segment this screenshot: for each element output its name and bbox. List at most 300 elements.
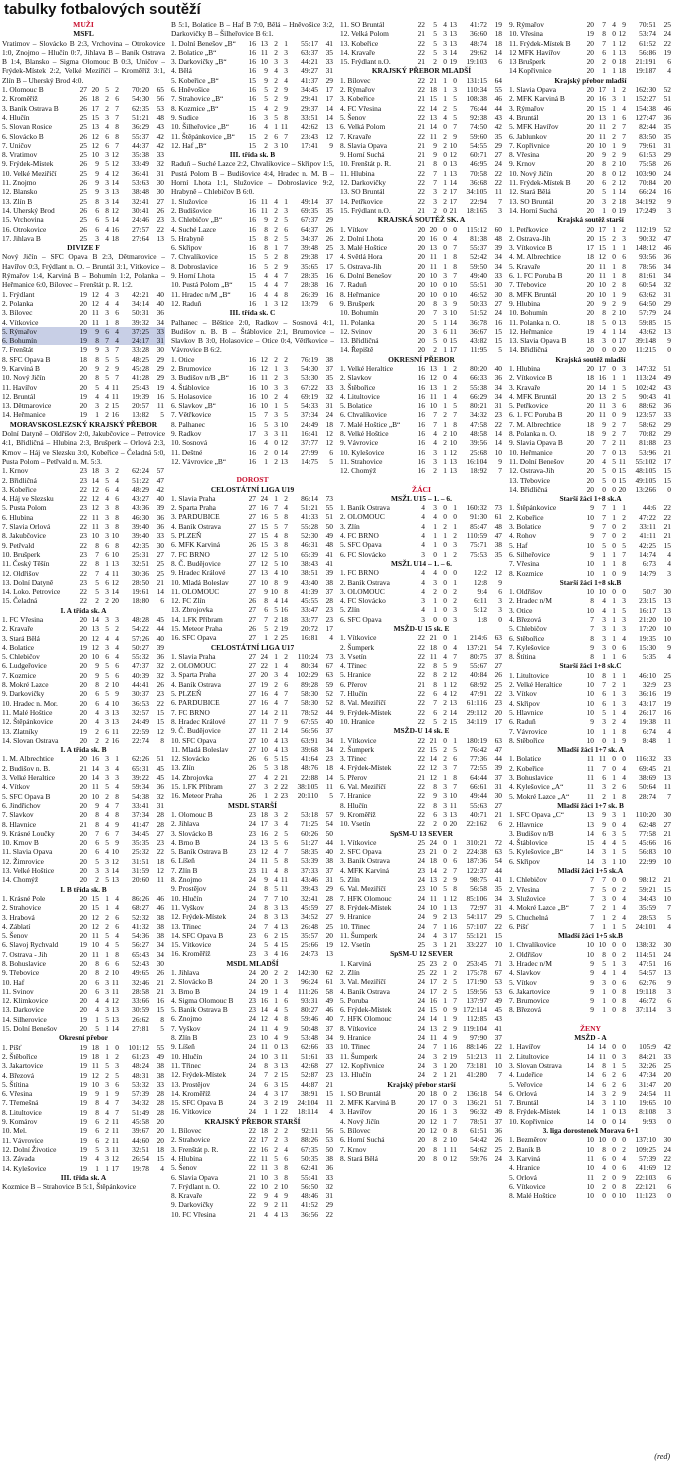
wins: 15: [598, 103, 606, 113]
wins: 15: [260, 521, 268, 531]
losses: 9: [284, 1191, 288, 1201]
games-played: 3: [421, 596, 425, 606]
wins: 4: [602, 968, 606, 978]
wins: 6: [602, 1079, 606, 1089]
losses: 8: [284, 512, 288, 522]
table-row: [2, 671, 165, 680]
draws: 2: [443, 875, 447, 885]
games-played: 20: [586, 484, 594, 494]
score: 43:46: [301, 875, 318, 885]
team-name: 11. Hlubina: [340, 168, 375, 178]
draws: 0: [443, 1153, 447, 1163]
losses: 10: [111, 968, 119, 978]
points: 33: [156, 150, 164, 160]
games-played: 26: [79, 94, 87, 104]
games-played: 20: [417, 1144, 425, 1154]
table-row: [340, 48, 503, 57]
games-played: 16: [248, 94, 256, 104]
team-name: 6. Val. Meziříčí: [340, 884, 386, 894]
table-row: [340, 178, 503, 187]
points: 20: [663, 178, 671, 188]
losses: 6: [453, 754, 457, 764]
table-row: [171, 438, 334, 447]
wins: 11: [260, 1042, 268, 1052]
points: 30: [663, 587, 671, 597]
team-name: 3. Brno B: [171, 986, 200, 996]
losses: 13: [111, 875, 119, 885]
wins: 10: [598, 140, 606, 150]
wins: 10: [260, 735, 268, 745]
games-played: 20: [586, 475, 594, 485]
wins: 15: [260, 531, 268, 541]
points: 42: [156, 484, 164, 494]
score: 56:56: [301, 726, 318, 736]
games-played: 16: [417, 429, 425, 439]
team-name: 2. Velké Heraltice: [509, 680, 563, 690]
table-row: [340, 708, 503, 717]
team-name: 6. Přerov: [340, 679, 368, 689]
score: 57:79: [639, 308, 656, 318]
score: 52:87: [301, 1070, 318, 1080]
games-played: 16: [248, 57, 256, 67]
points: 67: [325, 661, 333, 671]
table-row: [171, 448, 334, 457]
wins: 6: [264, 754, 268, 764]
team-name: 2. Kobeřice: [509, 512, 544, 522]
team-name: 9. Hranice: [340, 912, 371, 922]
table-row: [340, 318, 503, 327]
games-played: 22: [417, 809, 425, 819]
points: 4: [667, 66, 671, 76]
games-played: 20: [417, 289, 425, 299]
team-name: 8. Kozmice „B“: [171, 103, 219, 113]
draws: 1: [443, 995, 447, 1005]
losses: 4: [284, 391, 288, 401]
wins: 13: [598, 391, 606, 401]
score: 112:19: [635, 224, 656, 234]
score: 61:23: [132, 1051, 149, 1061]
points: 34: [325, 1033, 333, 1043]
table-row: [340, 429, 503, 438]
draws: 0: [612, 1107, 616, 1117]
losses: 7: [453, 122, 457, 132]
losses: 5: [622, 382, 626, 392]
score: 172:114: [463, 1005, 487, 1015]
draws: 3: [443, 930, 447, 940]
draws: 3: [274, 298, 278, 308]
team-name: 1. Hlubina: [509, 363, 541, 373]
losses: 17: [449, 187, 457, 197]
team-name: 3. Zlín: [340, 521, 360, 531]
losses: 2: [115, 624, 119, 634]
wins: 1: [95, 1014, 99, 1024]
team-name: 13. Závada: [2, 1154, 35, 1164]
score: 47:37: [132, 661, 149, 671]
team-name: 6. MFK Karviná: [171, 540, 221, 550]
games-played: 20: [79, 931, 87, 941]
losses: 1: [453, 735, 457, 745]
score: 39:22: [132, 773, 149, 783]
team-name: 13. SO Bruntál: [340, 187, 385, 197]
draws: 0: [612, 1172, 616, 1182]
losses: 12: [618, 168, 626, 178]
table-row: [171, 670, 334, 679]
games-played: 22: [417, 47, 425, 57]
points: 12: [663, 1163, 671, 1173]
score: 91:30: [470, 512, 487, 522]
score: 32:46: [132, 977, 149, 987]
score: 19:78: [132, 1163, 149, 1173]
draws: 2: [105, 735, 109, 745]
wins: 12: [91, 912, 99, 922]
score: 47:91: [470, 689, 487, 699]
wins: 18: [260, 809, 268, 819]
points: 38: [325, 577, 333, 587]
draws: 2: [443, 521, 447, 531]
games-played: 24: [248, 921, 256, 931]
draws: 6: [105, 652, 109, 662]
points: 13: [663, 968, 671, 978]
team-name: 6. Slavia Opava: [171, 1172, 218, 1182]
games-played: 27: [248, 633, 256, 643]
score: 119:104: [463, 1023, 487, 1033]
points: 26: [494, 670, 502, 680]
points: 0: [667, 484, 671, 494]
points: 34: [663, 271, 671, 281]
games-played: 16: [248, 205, 256, 215]
draws: 6: [105, 577, 109, 587]
wins: 10: [429, 280, 437, 290]
losses: 8: [284, 289, 288, 299]
games-played: 20: [79, 308, 87, 318]
draws: 1: [612, 615, 616, 624]
losses: 15: [449, 336, 457, 346]
score: 70:84: [639, 178, 656, 188]
wins: 11: [91, 317, 99, 327]
games-played: 21: [417, 772, 425, 782]
table-row: [340, 996, 503, 1005]
games-played: 22: [79, 494, 87, 504]
wins: 11: [598, 401, 606, 411]
points: 25: [494, 1144, 502, 1154]
team-name: 2. Kobeřice: [509, 763, 544, 773]
wins: 4: [264, 1209, 268, 1219]
games-played: 21: [417, 140, 425, 150]
draws: 5: [105, 670, 109, 680]
table-row: [509, 243, 672, 252]
losses: 3: [284, 47, 288, 57]
wins: 13: [429, 112, 437, 122]
table-row: [2, 829, 165, 838]
team-name: 6. Píšť: [509, 921, 529, 931]
table-row: [171, 912, 334, 921]
table-row: [509, 94, 672, 103]
score: 22:103: [635, 1172, 656, 1182]
table-row: [340, 661, 503, 670]
draws: 1: [274, 401, 278, 411]
team-name: 6. Orlová: [509, 1088, 537, 1098]
draws: 1: [612, 549, 616, 559]
games-played: 19: [79, 1070, 87, 1080]
losses: 14: [280, 596, 288, 606]
losses: 8: [284, 1014, 288, 1024]
losses: 8: [284, 540, 288, 550]
score: 43:36: [132, 503, 149, 513]
match-results-text: Kozmice B – Strahovice B 5:1, Štěpánkovice: [2, 1182, 137, 1192]
points: 24: [663, 1144, 671, 1154]
score: 224:38: [466, 847, 487, 857]
games-played: 22: [417, 20, 425, 29]
games-played: 9: [590, 1005, 594, 1015]
table-row: [2, 987, 165, 996]
losses: 9: [284, 716, 288, 726]
games-played: 9: [590, 958, 594, 968]
score: 77:36: [470, 754, 487, 764]
table-row: [509, 225, 672, 234]
wins: 15: [260, 540, 268, 550]
team-name: 5. Chlebičov: [2, 652, 40, 662]
points: 19: [663, 47, 671, 57]
team-name: 14. Řepiště: [340, 345, 374, 355]
games-played: 4: [421, 531, 425, 541]
score: 26:48: [301, 921, 318, 931]
games-played: 20: [79, 949, 87, 959]
points: 63: [325, 670, 333, 680]
points: 34: [494, 893, 502, 903]
score: 18:92: [470, 466, 487, 476]
wins: 8: [602, 670, 606, 680]
points: 49: [325, 531, 333, 541]
games-played: 16: [248, 447, 256, 457]
wins: 3: [602, 856, 606, 866]
table-row: [509, 894, 672, 903]
wins: 8: [95, 540, 99, 550]
table-row: [340, 1098, 503, 1107]
games-played: 16: [417, 382, 425, 392]
wins: 4: [95, 1005, 99, 1015]
points: 38: [156, 1061, 164, 1071]
points: 36: [156, 308, 164, 318]
wins: 7: [433, 419, 437, 429]
draws: 2: [612, 150, 616, 160]
column-3: [340, 20, 503, 1163]
losses: 5: [453, 94, 457, 104]
draws: 0: [612, 466, 616, 476]
draws: 0: [443, 540, 447, 550]
team-name: 1. Litultovice: [509, 670, 549, 680]
wins: 11: [91, 1061, 99, 1071]
losses: 9: [622, 1172, 626, 1182]
team-name: 9. Líšeň: [171, 1042, 195, 1052]
table-row: [340, 76, 503, 85]
losses: 7: [453, 763, 457, 773]
draws: 3: [274, 809, 278, 819]
team-name: 4. Litultovice: [340, 391, 380, 401]
points: 10: [663, 633, 671, 643]
draws: 1: [443, 178, 447, 188]
table-row: [2, 857, 165, 866]
games-played: 24: [248, 940, 256, 950]
points: 17: [325, 261, 333, 271]
points: 33: [325, 1042, 333, 1052]
score: 55:37: [470, 243, 487, 253]
draws: 3: [443, 308, 447, 318]
draws: 1: [443, 531, 447, 541]
wins: 2: [433, 819, 437, 829]
score: 13:79: [301, 298, 318, 308]
score: 44:37: [132, 140, 149, 150]
draws: 3: [274, 382, 278, 392]
table-row: [2, 1043, 165, 1052]
team-name: 4. Háj ve Slezsku: [2, 494, 54, 504]
wins: 8: [264, 224, 268, 234]
score: 114:51: [635, 949, 656, 959]
wins: 8: [433, 782, 437, 792]
team-name: 4. Baník Ostrava: [340, 986, 390, 996]
team-name: 5. Zlín: [340, 875, 360, 885]
draws: 4: [274, 875, 278, 885]
wins: 16: [260, 689, 268, 699]
points: 32: [325, 391, 333, 401]
wins: 4: [264, 122, 268, 132]
score: 31:47: [639, 1079, 656, 1089]
points: 0: [498, 614, 502, 624]
wins: 0: [602, 735, 606, 745]
team-name: 14. Zbrojovka: [171, 772, 213, 782]
score: 25:31: [132, 549, 149, 559]
team-name: 4. Skřipov: [509, 698, 540, 708]
wins: 13: [598, 112, 606, 122]
draws: 1: [105, 893, 109, 903]
competition-heading: MSFL: [73, 29, 94, 39]
draws: 2: [274, 1070, 278, 1080]
games-played: 24: [248, 1088, 256, 1098]
score: 42:25: [639, 540, 656, 550]
table-row: [171, 661, 334, 670]
team-name: 7. Bruntál: [509, 1098, 539, 1108]
score: 72:97: [470, 902, 487, 912]
points: 30: [663, 810, 671, 820]
team-name: 5. Veřovice: [509, 1079, 543, 1089]
competition-heading: Krajský přebor starší: [387, 1079, 456, 1089]
draws: 2: [612, 782, 616, 792]
points: 48: [156, 112, 164, 122]
table-row: [340, 568, 503, 577]
losses: 12: [449, 1153, 457, 1163]
points: 29: [494, 140, 502, 150]
score: 69:19: [301, 391, 318, 401]
table-row: [2, 996, 165, 1005]
wins: 11: [91, 782, 99, 792]
losses: 14: [111, 215, 119, 225]
draws: 4: [105, 810, 109, 820]
team-name: 12. Vávrovice „B“: [171, 456, 227, 466]
draws: 0: [612, 363, 616, 373]
points: 54: [494, 856, 502, 866]
draws: 3: [105, 986, 109, 996]
points: 53: [156, 103, 164, 113]
losses: 13: [280, 744, 288, 754]
team-name: 14. Kylešovice: [2, 1163, 47, 1173]
team-name: 12. Oldřišov: [2, 568, 39, 578]
score: 69:45: [639, 763, 656, 773]
wins: 2: [433, 57, 437, 67]
losses: 8: [453, 261, 457, 271]
games-played: 25: [79, 187, 87, 197]
games-played: 10: [586, 726, 594, 736]
draws: 3: [105, 754, 109, 764]
points: 3: [667, 205, 671, 215]
games-played: 22: [417, 196, 425, 206]
table-row: [509, 197, 672, 206]
points: 30: [156, 187, 164, 197]
table-row: [340, 169, 503, 178]
losses: 11: [449, 1144, 457, 1154]
team-name: 5. Hranice: [340, 670, 371, 680]
draws: 0: [612, 1181, 616, 1191]
games-played: 19: [79, 1135, 87, 1145]
points: 21: [156, 986, 164, 996]
losses: 2: [284, 354, 288, 364]
draws: 3: [274, 1163, 278, 1173]
losses: 8: [115, 540, 119, 550]
games-played: 9: [590, 642, 594, 652]
points: 42: [156, 140, 164, 150]
wins: 3: [602, 642, 606, 652]
losses: 11: [111, 568, 119, 578]
table-row: [509, 634, 672, 643]
points: 35: [325, 373, 333, 383]
losses: 6: [453, 856, 457, 866]
wins: 5: [602, 187, 606, 197]
points: 40: [325, 1014, 333, 1024]
losses: 12: [449, 670, 457, 680]
losses: 11: [280, 707, 288, 717]
competition-heading: I. A třída sk. A: [60, 605, 107, 615]
wins: 12: [91, 131, 99, 141]
draws: 4: [105, 233, 109, 243]
games-played: 20: [586, 159, 594, 169]
draws: 0: [443, 596, 447, 606]
draws: 3: [105, 707, 109, 717]
draws: 1: [443, 1014, 447, 1024]
points: 15: [494, 336, 502, 346]
draws: 5: [105, 85, 109, 95]
score: 102:42: [635, 382, 656, 392]
games-played: 8: [590, 652, 594, 662]
score: 83:50: [639, 131, 656, 141]
points: 11: [156, 875, 164, 885]
wins: 8: [95, 958, 99, 968]
draws: 0: [612, 57, 616, 67]
games-played: 23: [248, 1033, 256, 1043]
losses: 13: [111, 559, 119, 569]
table-row: [509, 708, 672, 717]
team-name: 12. Frýdek-Místek: [171, 1070, 227, 1080]
table-row: [2, 206, 165, 215]
draws: 1: [274, 651, 278, 661]
draws: 0: [274, 438, 278, 448]
games-played: 4: [421, 503, 425, 513]
losses: 18: [618, 196, 626, 206]
wins: 10: [429, 289, 437, 299]
team-name: 1. Bílovec: [171, 1126, 202, 1136]
wins: 3: [602, 847, 606, 857]
games-played: 21: [248, 1209, 256, 1219]
draws: 0: [443, 642, 447, 652]
games-played: 16: [248, 354, 256, 364]
score: 56:83: [639, 847, 656, 857]
